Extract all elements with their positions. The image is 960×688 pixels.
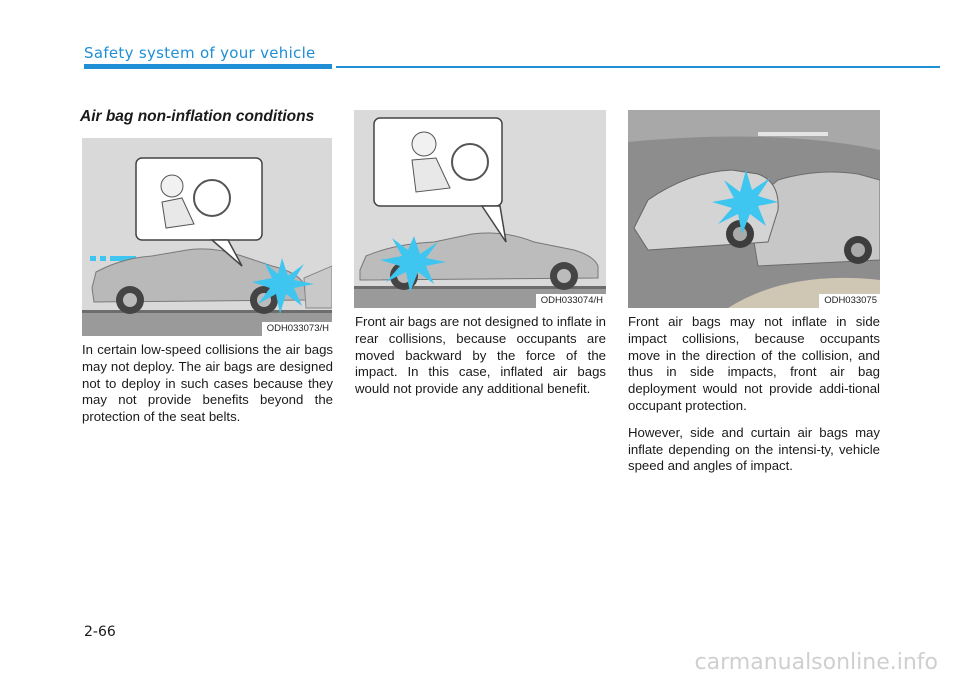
figure-side-impact (628, 110, 880, 308)
paragraph: In certain low-speed collisions the air bags may not deploy. The air bags are designed not to deploy in such cases because they may not provide benefits beyond the protection of the seat belts. (82, 342, 333, 425)
paragraph: Front air bags may not inflate in side impact collisions, because occupants move in the direction of the collision, and thus in side impacts, front air bag deployment would not provide addi-tional occupant protection. (628, 314, 880, 413)
column-1-text (82, 342, 333, 436)
figure-caption: ODH033074/H (536, 294, 606, 308)
illustration-low-speed (82, 138, 332, 336)
section-heading: Air bag non-inflation conditions (80, 108, 315, 125)
figure-low-speed-collision (82, 138, 332, 336)
figure-caption: ODH033073/H (262, 322, 332, 336)
page-number: 2-66 (84, 624, 116, 640)
watermark: carmanualsonline.info (694, 650, 938, 675)
illustration-rear-collision (354, 110, 606, 308)
header-rule-thin (336, 66, 940, 68)
figure-rear-collision (354, 110, 606, 308)
paragraph: Front air bags are not designed to inflate in rear collisions, because occupants are moved backward by the force of the impact. In this case, inflated air bags would not provide any additional benefit. (355, 314, 606, 397)
section-title: Safety system of your vehicle (84, 44, 316, 62)
column-3-text (628, 314, 880, 485)
illustration-side-impact (628, 110, 880, 308)
header-rule-thick (84, 64, 332, 69)
paragraph: However, side and curtain air bags may inflate depending on the intensi-ty, vehicle speed and angles of impact. (628, 424, 880, 474)
figure-caption: ODH033075 (819, 294, 880, 308)
column-2-text (355, 314, 606, 408)
